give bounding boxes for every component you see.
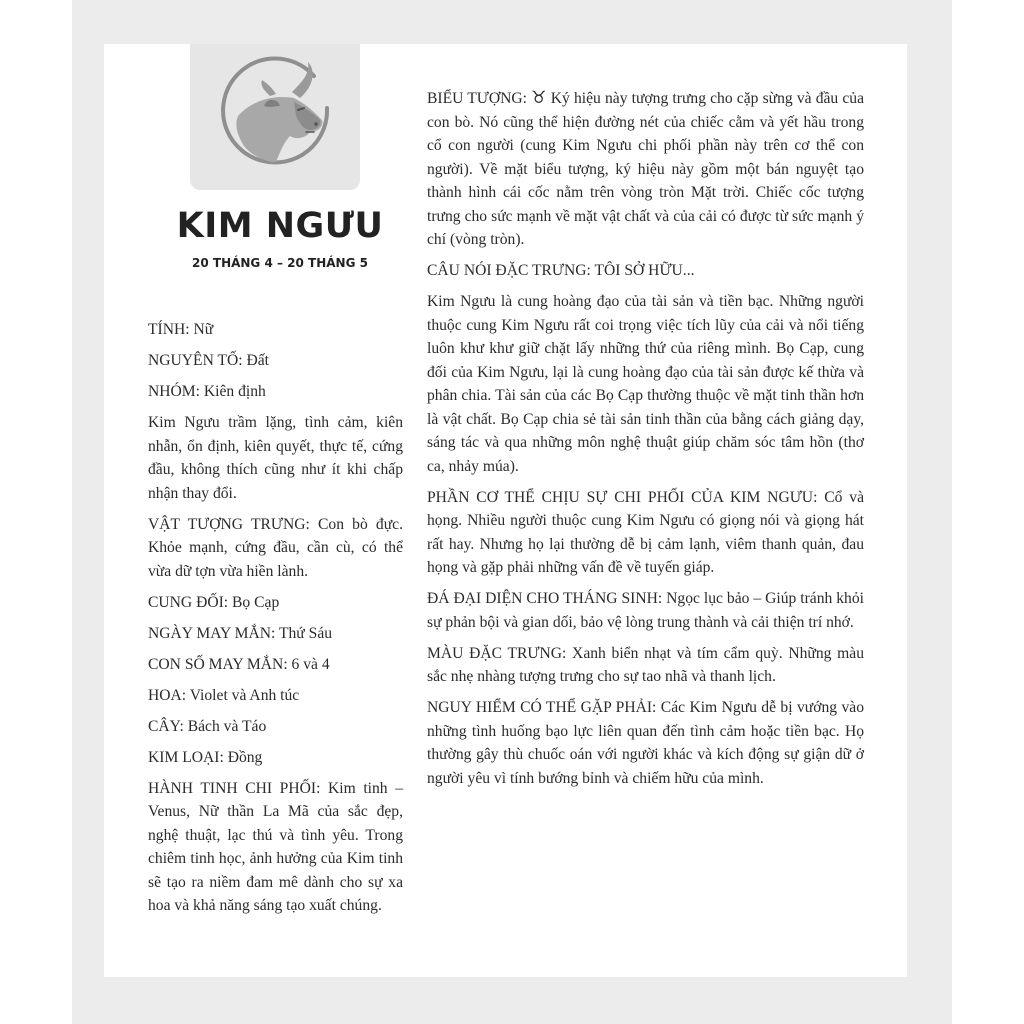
- right-column: [427, 87, 864, 798]
- lucky-number-line: CON SỐ MAY MẮN: 6 và 4: [148, 655, 330, 673]
- icon-panel: [190, 44, 360, 190]
- lucky-day-line: NGÀY MAY MẮN: Thứ Sáu: [148, 624, 333, 642]
- colors-paragraph: MÀU ĐẶC TRƯNG: Xanh biển nhạt và tím cẩm quỳ. Những màu sắc nhẹ nhàng tượng trưng cho sự tao nhã và thanh lịch.: [427, 644, 864, 685]
- birthstone-paragraph: ĐÁ ĐẠI DIỆN CHO THÁNG SINH: Ngọc lục bảo – Giúp tránh khỏi sự phản bội và gian dối, bảo vệ lòng trung thành và cải thiện trí nhớ.: [427, 590, 864, 631]
- body-part-paragraph: PHẦN CƠ THỂ CHỊU SỰ CHI PHỐI CỦA KIM NGƯU: Cổ và họng. Nhiều người thuộc cung Kim Ngưu có giọng nói và giọng hát rất hay. Nhưng họ lại thường dễ bị cảm lạnh, viêm thanh quản, đau họng và gặp phải những vấn đề về tuyến giáp.: [427, 488, 864, 576]
- date-range: 20 THÁNG 4 – 20 THÁNG 5: [192, 256, 368, 270]
- dangers-paragraph: NGUY HIỂM CÓ THỂ GẶP PHẢI: Các Kim Ngưu dễ bị vướng vào những tình huống bạo lực liên quan đến tình cảm hoặc tiền bạc. Họ thường gây thù chuốc oán với người khác và kích động sự giận dữ ở người yêu vì tính bướng bỉnh và chiếm hữu của mình.: [427, 699, 864, 787]
- wealth-paragraph: Kim Ngưu là cung hoàng đạo của tài sản và tiền bạc. Những người thuộc cung Kim Ngưu rất coi trọng việc tích lũy của cải và nổi tiếng luôn khư khư giữ chặt lấy những thứ của riêng mình. Bọ Cạp, cung đối của Kim Ngưu, lại là cung hoàng đạo của tài sản được kế thừa và phân chia. Tài sản của các Bọ Cạp thường thuộc về mặt tinh thần hơn là vật chất. Bọ Cạp chia sẻ tài sản tinh thần của bằng cách giảng dạy, sáng tác và qua những môn nghệ thuật giúp chăm sóc tâm hồn (thơ ca, nhảy múa).: [427, 293, 864, 475]
- flower-line: HOA: Violet và Anh túc: [148, 686, 300, 704]
- taurus-symbol: ♉: [531, 88, 547, 108]
- symbol-label: BIỂU TƯỢNG:: [427, 90, 527, 107]
- symbol-object-paragraph: VẬT TƯỢNG TRƯNG: Con bò đực. Khỏe mạnh, cứng đầu, cần cù, có thể vừa dữ tợn vừa hiền lành.: [148, 515, 403, 580]
- metal-line: KIM LOẠI: Đồng: [148, 748, 263, 766]
- opposite-sign-line: CUNG ĐỐI: Bọ Cạp: [148, 593, 280, 611]
- description-paragraph: Kim Ngưu trầm lặng, tình cảm, kiên nhẫn, ổn định, kiên quyết, thực tế, cứng đầu, không thích cũng như ít khi chấp nhận thay đổi.: [148, 414, 403, 502]
- element-line: NGUYÊN TỐ: Đất: [148, 352, 269, 369]
- gender-line: TÍNH: Nữ: [148, 321, 214, 338]
- ruling-planet-paragraph: HÀNH TINH CHI PHỐI: Kim tinh – Venus, Nữ thần La Mã của sắc đẹp, nghệ thuật, lạc thú và tình yêu. Trong chiêm tinh học, ảnh hưởng của Kim tinh sẽ tạo ra niềm đam mê dành cho sự xa hoa và khả năng sáng tạo xuất chúng.: [148, 779, 403, 914]
- page-title: KIM NGƯU: [176, 206, 384, 246]
- left-column: [148, 318, 403, 925]
- tree-line: CÂY: Bách và Táo: [148, 717, 267, 735]
- group-line: NHÓM: Kiên định: [148, 383, 266, 400]
- motto-line: CÂU NÓI ĐẶC TRƯNG: TÔI SỞ HỮU...: [427, 262, 695, 279]
- symbol-paragraph: [427, 87, 864, 252]
- bull-head-icon: [210, 52, 340, 180]
- symbol-text: Ký hiệu này tượng trưng cho cặp sừng và đầu của con bò. Nó cũng thể hiện đường nét của chiếc cằm và yết hầu trong cổ con người (cung Kim Ngưu chi phối phần này trên cơ thể con người). Về mặt biểu tượng, ký hiệu này gồm một bán nguyệt tạo thành hình cái cốc nằm trên vòng tròn Mặt trời. Chiếc cốc tượng trưng cho sức mạnh về mặt vật chất và của cải có được từ sức mạnh ý chí (vòng tròn).: [427, 90, 864, 248]
- book-page: [104, 44, 907, 977]
